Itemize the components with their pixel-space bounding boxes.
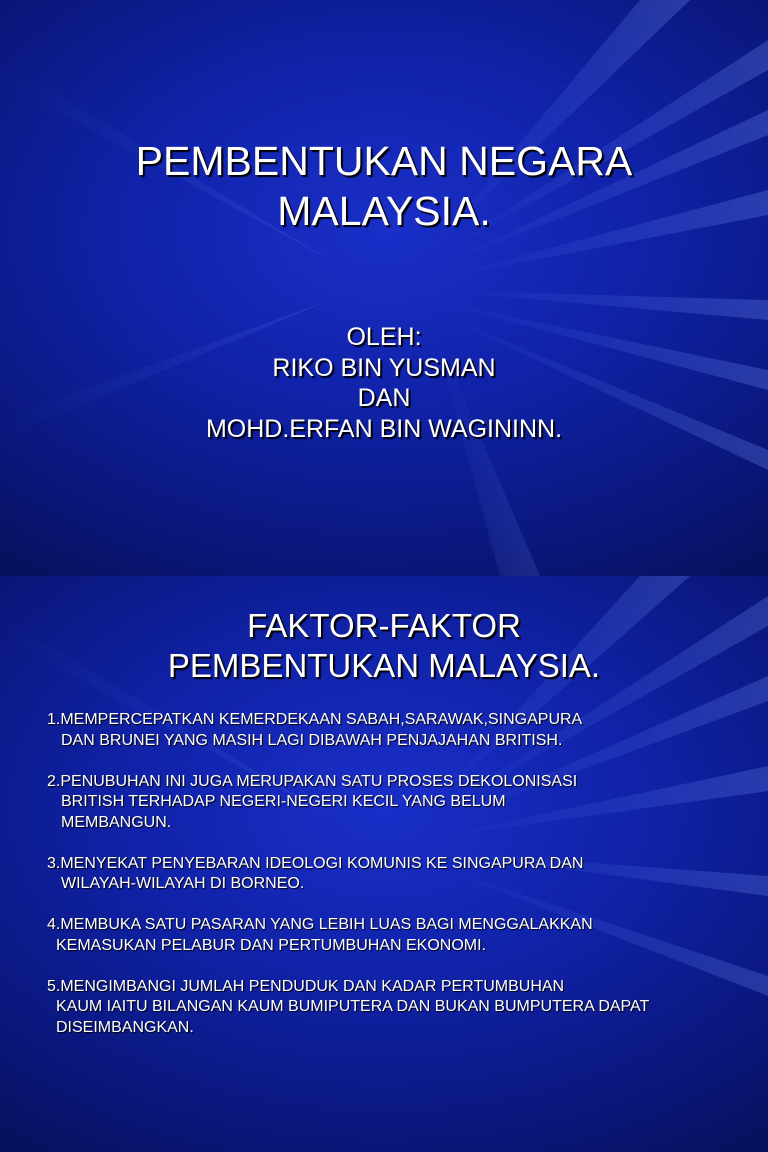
- byline-label: OLEH:: [346, 323, 422, 351]
- list-item-line: 4.MEMBUKA SATU PASARAN YANG LEBIH LUAS BAGI MENGGALAKKAN: [47, 916, 593, 933]
- list-item-line: 1.MEMPERCEPATKAN KEMERDEKAAN SABAH,SARAWAK,SINGAPURA: [47, 711, 583, 728]
- list-item-line: MEMBANGUN.: [61, 813, 172, 831]
- title-line: PEMBENTUKAN MALAYSIA.: [167, 647, 601, 684]
- slide-heading: [0, 606, 768, 686]
- author-byline: [0, 322, 768, 444]
- slide-factors: [0, 576, 768, 1152]
- list-item-line: KEMASUKAN PELABUR DAN PERTUMBUHAN EKONOMI.: [56, 936, 487, 954]
- list-item-line: DAN BRUNEI YANG MASIH LAGI DIBAWAH PENJAJAHAN BRITISH.: [61, 731, 563, 749]
- list-item: [47, 854, 747, 895]
- list-item-line: 2.PENUBUHAN INI JUGA MERUPAKAN SATU PROSES DEKOLONISASI: [47, 772, 578, 790]
- list-item: [47, 710, 747, 751]
- author-name: MOHD.ERFAN BIN WAGININN.: [205, 414, 563, 443]
- list-item-line: WILAYAH-WILAYAH DI BORNEO.: [61, 875, 305, 892]
- list-item-line: 5.MENGIMBANGI JUMLAH PENDUDUK DAN KADAR PERTUMBUHAN: [47, 977, 565, 995]
- list-item: [47, 915, 747, 956]
- list-item-line: BRITISH TERHADAP NEGERI-NEGERI KECIL YANG BELUM: [61, 793, 506, 810]
- byline-conjunction: DAN: [357, 384, 411, 412]
- title-line: FAKTOR-FAKTOR: [247, 607, 521, 644]
- list-item-line: 3.MENYEKAT PENYEBARAN IDEOLOGI KOMUNIS KE SINGAPURA DAN: [47, 854, 584, 872]
- factor-list: [47, 710, 747, 1059]
- list-item-line: KAUM IAITU BILANGAN KAUM BUMIPUTERA DAN BUKAN BUMPUTERA DAPAT: [56, 998, 650, 1015]
- title-line: MALAYSIA.: [277, 188, 491, 234]
- slide-title-heading: [0, 136, 768, 236]
- list-item: [47, 772, 747, 834]
- list-item: [47, 977, 747, 1039]
- author-name: RIKO BIN YUSMAN: [272, 353, 496, 382]
- title-line: PEMBENTUKAN NEGARA: [135, 138, 633, 184]
- list-item-line: DISEIMBANGKAN.: [56, 1018, 194, 1036]
